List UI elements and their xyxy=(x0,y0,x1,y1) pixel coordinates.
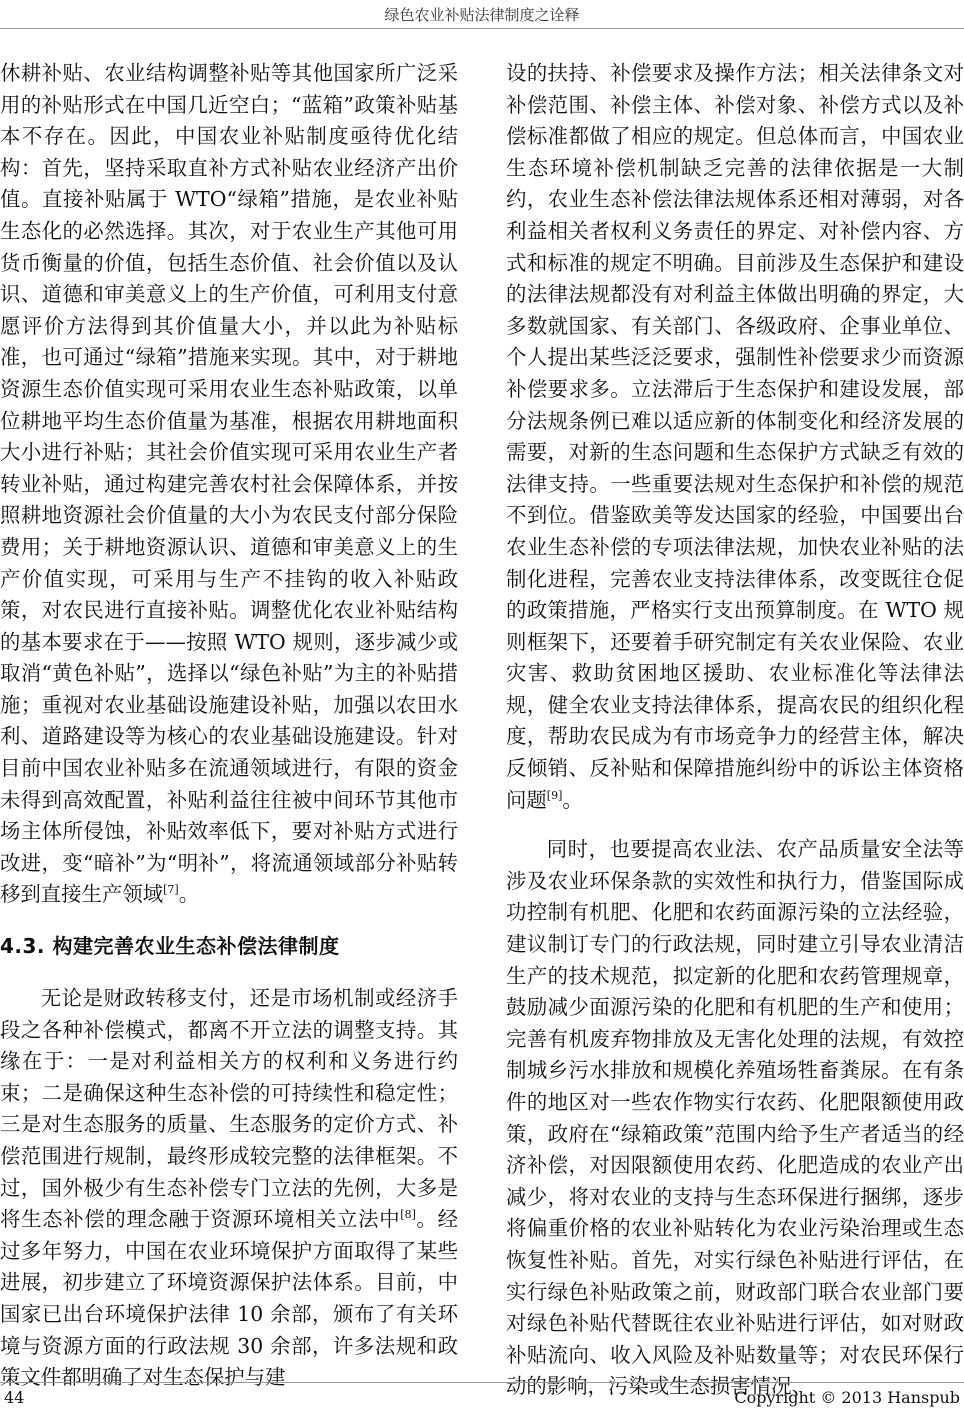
body-paragraph xyxy=(0,58,458,911)
paragraph-text: 。经过多年努力，中国在农业环境保护方面取得了某些进展，初步建立了环境资源保护法体系。目前，中国家已出台环境保护法律 10 余部，颁布了有关环境与资源方面的行政法规 30 余部，许多法规和政策文件都明确了对生态保护与建 xyxy=(0,1207,459,1390)
citation-ref: [8] xyxy=(400,1208,416,1222)
left-column xyxy=(0,58,458,1394)
paragraph-text: 。 xyxy=(562,787,583,812)
body-paragraph xyxy=(0,983,458,1394)
paragraph-text: 休耕补贴、农业结构调整补贴等其他国家所广泛采用的补贴形式在中国几近空白；“蓝箱”政策补贴基本不存在。因此，中国农业补贴制度亟待优化结构：首先，坚持采取直补方式补贴农业经济产出价值。直接补贴属于 WTO“绿箱”措施，是农业补贴生态化的必然选择。其次，对于农业生产其他可用货币衡量的价值，包括生态价值、社会价值以及认识、道德和审美意义上的生产价值，可利用支付意愿评价方法得到其价值量大小，并以此为补贴标准，也可通过“绿箱”措施来实现。其中，对于耕地资源生态价值实现可采用农业生态补贴政策，以单位耕地平均生态价值量为基准，根据农用耕地面积大小进行补贴；其社会价值实现可采用农业生产者转业补贴，通过构建完善农村社会保障体系，并按照耕地资源社会价值量的大小为农民支付部分保险费用；关于耕地资源认识、道德和审美意义上的生产价值实现，可采用与生产不挂钩的收入补贴政策，对农民进行直接补贴。调整优化农业补贴结构的基本要求在于——按照 WTO 规则，逐步减少或取消“黄色补贴”，选择以“绿色补贴”为主的补贴措施；重视对农业基础设施建设补贴，加强以农田水利、道路建设等为核心的农业基础设施建设。针对目前中国农业补贴多在流通领域进行，有限的资金未得到高效配置，补贴利益往往被中间环节其他市场主体所侵蚀，补贴效率低下，要对补贴方式进行改进，变“暗补”为“明补”，将流通领域部分补贴转移到直接生产领域 xyxy=(0,61,458,907)
copyright-notice: Copyright © 2013 Hanspub xyxy=(734,1388,960,1407)
citation-ref: [9] xyxy=(546,788,563,802)
header-divider xyxy=(0,28,964,29)
paragraph-text: 设的扶持、补偿要求及操作方法；相关法律条文对补偿范围、补偿主体、补偿对象、补偿方式以及补偿标准都做了相应的规定。但总体而言，中国农业生态环境补偿机制缺乏完善的法律依据是一大制约，农业生态补偿法律法规体系还相对薄弱，对各利益相关者权利义务责任的界定、对补偿内容、方式和标准的规定不明确。目前涉及生态保护和建设的法律法规都没有对利益主体做出明确的界定，大多数就国家、有关部门、各级政府、企事业单位、个人提出某些泛泛要求，强制性补偿要求少而资源补偿要求多。立法滞后于生态保护和建设发展，部分法规条例已难以适应新的体制变化和经济发展的需要，对新的生态问题和生态保护方式缺乏有效的法律支持。一些重要法规对生态保护和补偿的规范不到位。借鉴欧美等发达国家的经验，中国要出台农业生态补偿的专项法律法规，加快农业补贴的法制化进程，完善农业支持法律体系，改变既往仓促的政策措施，严格实行支出预算制度。在 WTO 规则框架下，还要着手研究制定有关农业保险、农业灾害、救助贫困地区援助、农业标准化等法律法规，健全农业支持法律体系，提高农民的组织化程度，帮助农民成为有市场竞争力的经营主体，解决反倾销、反补贴和保障措施纠纷中的诉讼主体资格问题 xyxy=(506,61,964,812)
paragraph-text: 。 xyxy=(178,882,200,907)
body-paragraph xyxy=(506,58,964,816)
section-heading: 4.3. 构建完善农业生态补偿法律制度 xyxy=(0,934,340,959)
paragraph-gap xyxy=(506,816,964,834)
footer-divider xyxy=(0,1382,964,1383)
paragraph-text: 无论是财政转移支付，还是市场机制或经济手段之各种补偿模式，都离不开立法的调整支持。其缘在于：一是对利益相关方的权利和义务进行约束；二是确保这种生态补偿的可持续性和稳定性；三是对生态服务的质量、生态服务的定价方式、补偿范围进行规制，最终形成较完整的法律框架。不过，国外极少有生态补偿专门立法的先例，大多是将生态补偿的理念融于资源环境相关立法中 xyxy=(0,986,458,1232)
right-column xyxy=(506,58,964,1403)
running-header: 绿色农业补贴法律制度之诠释 xyxy=(384,6,580,24)
page-number: 44 xyxy=(4,1388,25,1407)
body-paragraph: 同时，也要提高农业法、农产品质量安全法等涉及农业环保条款的实效性和执行力，借鉴国际成功控制有机肥、化肥和农药面源污染的立法经验，建议制订专门的行政法规，同时建立引导农业清洁生产的技术规范，拟定新的化肥和农药管理规章，鼓励减少面源污染的化肥和有机肥的生产和使用；完善有机废弃物排放及无害化处理的法规，有效控制城乡污水排放和规模化养殖场牲畜粪尿。在有条件的地区对一些农作物实行农药、化肥限额使用政策，政府在“绿箱政策”范围内给予生产者适当的经济补偿，对因限额使用农药、化肥造成的农业产出减少，将对农业的支持与生态环保进行捆绑，逐步将偏重价格的农业补贴转化为农业污染治理或生态恢复性补贴。首先，对实行绿色补贴进行评估，在实行绿色补贴政策之前，财政部门联合农业部门要对绿色补贴代替既往农业补贴进行评估，如对财政补贴流向、收入风险及补贴数量等；对农民环保行动的影响，污染或生态损害情况、 xyxy=(506,837,964,1399)
citation-ref: [7] xyxy=(163,883,179,897)
